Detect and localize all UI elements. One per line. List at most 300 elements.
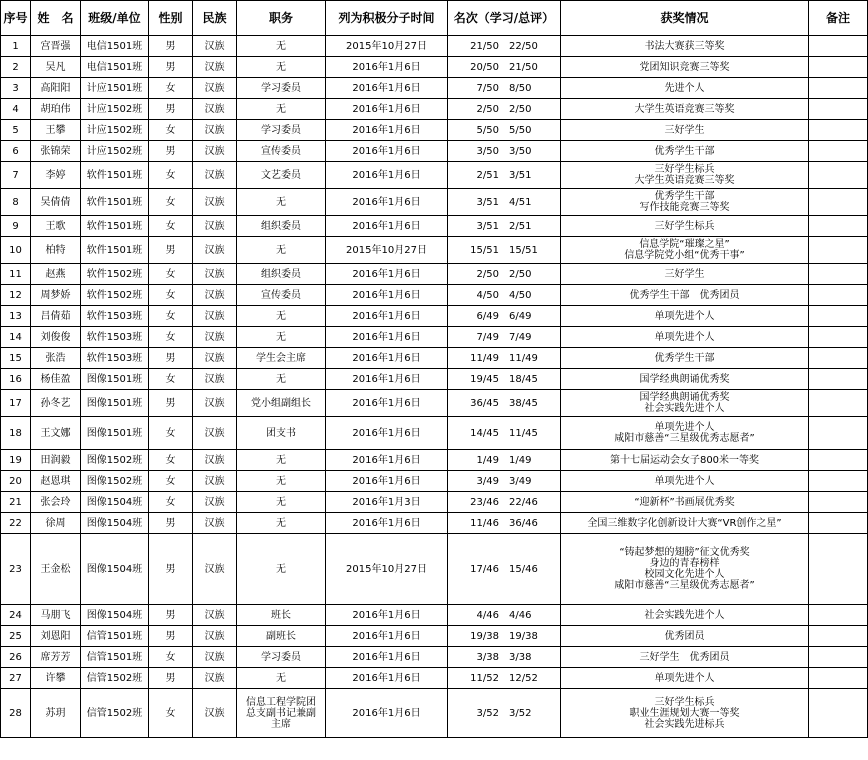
cell-date: 2016年1月6日 bbox=[326, 471, 448, 492]
cell-awards bbox=[561, 513, 809, 534]
table-row bbox=[1, 285, 868, 306]
cell-class: 信管1502班 bbox=[81, 689, 149, 738]
cell-name: 马朋飞 bbox=[31, 605, 81, 626]
cell-name: 许攀 bbox=[31, 668, 81, 689]
cell-note bbox=[809, 626, 868, 647]
cell-ethnicity: 汉族 bbox=[193, 120, 237, 141]
cell-ethnicity: 汉族 bbox=[193, 689, 237, 738]
cell-note bbox=[809, 120, 868, 141]
cell-ethnicity: 汉族 bbox=[193, 189, 237, 216]
cell-post-line: 无 bbox=[276, 672, 286, 684]
cell-no: 22 bbox=[1, 513, 31, 534]
cell-awards-line: 三好学生标兵 bbox=[654, 696, 715, 708]
table-row bbox=[1, 36, 868, 57]
cell-awards-line: 国学经典朗诵优秀奖 bbox=[639, 392, 730, 403]
cell-date: 2016年1月6日 bbox=[326, 327, 448, 348]
cell-no: 15 bbox=[1, 348, 31, 369]
cell-post-line: 副班长 bbox=[266, 630, 296, 642]
cell-awards-line: 优秀团员 bbox=[664, 630, 705, 642]
cell-ethnicity: 汉族 bbox=[193, 285, 237, 306]
cell-class: 图像1504班 bbox=[81, 513, 149, 534]
cell-awards-line: 大学生英语竞赛三等奖 bbox=[634, 103, 735, 115]
cell-note bbox=[809, 390, 868, 417]
header-row bbox=[1, 1, 868, 36]
cell-ethnicity: 汉族 bbox=[193, 369, 237, 390]
cell-post bbox=[237, 78, 326, 99]
cell-awards-line: 社会实践先进个人 bbox=[644, 609, 725, 621]
cell-note bbox=[809, 237, 868, 264]
cell-post bbox=[237, 237, 326, 264]
cell-ethnicity: 汉族 bbox=[193, 450, 237, 471]
table-row bbox=[1, 216, 868, 237]
cell-note bbox=[809, 162, 868, 189]
table-row bbox=[1, 534, 868, 605]
cell-note bbox=[809, 471, 868, 492]
cell-name: 孙冬艺 bbox=[31, 390, 81, 417]
cell-ethnicity: 汉族 bbox=[193, 99, 237, 120]
cell-class: 计应1502班 bbox=[81, 120, 149, 141]
table-row bbox=[1, 306, 868, 327]
cell-class: 软件1503班 bbox=[81, 327, 149, 348]
cell-post-line: 无 bbox=[276, 563, 286, 575]
cell-sex: 女 bbox=[149, 285, 193, 306]
cell-no: 28 bbox=[1, 689, 31, 738]
header-name: 姓 名 bbox=[31, 1, 81, 36]
cell-post-line: 主席 bbox=[271, 718, 291, 730]
cell-awards-line: 三好学生标兵 bbox=[654, 220, 715, 232]
cell-awards-line: 单项先进个人 bbox=[654, 672, 715, 684]
cell-name: 徐周 bbox=[31, 513, 81, 534]
cell-awards bbox=[561, 78, 809, 99]
cell-class: 图像1502班 bbox=[81, 450, 149, 471]
cell-date: 2015年10月27日 bbox=[326, 534, 448, 605]
cell-post bbox=[237, 162, 326, 189]
cell-date: 2016年1月6日 bbox=[326, 605, 448, 626]
cell-name: 赵燕 bbox=[31, 264, 81, 285]
cell-note bbox=[809, 605, 868, 626]
cell-awards-line: 写作技能竞赛三等奖 bbox=[639, 202, 730, 213]
cell-note bbox=[809, 689, 868, 738]
cell-post bbox=[237, 264, 326, 285]
cell-post bbox=[237, 99, 326, 120]
cell-no: 11 bbox=[1, 264, 31, 285]
cell-post-line: 团支书 bbox=[266, 427, 296, 439]
header-sex: 性别 bbox=[149, 1, 193, 36]
cell-name: 李婷 bbox=[31, 162, 81, 189]
cell-date: 2016年1月6日 bbox=[326, 668, 448, 689]
cell-no: 1 bbox=[1, 36, 31, 57]
cell-post bbox=[237, 285, 326, 306]
cell-awards-line: 先进个人 bbox=[664, 82, 705, 94]
cell-awards-line: 三好学生 优秀团员 bbox=[639, 651, 730, 663]
table-body bbox=[1, 36, 868, 738]
cell-name: 张锦荣 bbox=[31, 141, 81, 162]
cell-sex: 女 bbox=[149, 264, 193, 285]
cell-ethnicity: 汉族 bbox=[193, 237, 237, 264]
cell-sex: 女 bbox=[149, 471, 193, 492]
cell-date: 2015年10月27日 bbox=[326, 237, 448, 264]
cell-date: 2016年1月6日 bbox=[326, 216, 448, 237]
cell-ethnicity: 汉族 bbox=[193, 141, 237, 162]
cell-sex: 女 bbox=[149, 689, 193, 738]
cell-note bbox=[809, 327, 868, 348]
cell-class: 图像1502班 bbox=[81, 471, 149, 492]
cell-name: 杨佳盈 bbox=[31, 369, 81, 390]
cell-awards-line: 优秀学生干部 bbox=[654, 191, 715, 202]
header-note: 备注 bbox=[809, 1, 868, 36]
cell-post bbox=[237, 513, 326, 534]
cell-awards bbox=[561, 450, 809, 471]
table-row bbox=[1, 327, 868, 348]
cell-sex: 男 bbox=[149, 57, 193, 78]
cell-rank: 6/49 6/49 bbox=[448, 306, 561, 327]
cell-no: 9 bbox=[1, 216, 31, 237]
cell-sex: 女 bbox=[149, 647, 193, 668]
cell-no: 21 bbox=[1, 492, 31, 513]
table-row bbox=[1, 450, 868, 471]
header-post: 职务 bbox=[237, 1, 326, 36]
cell-sex: 女 bbox=[149, 216, 193, 237]
table-row bbox=[1, 369, 868, 390]
header-rank: 名次（学习/总评） bbox=[448, 1, 561, 36]
cell-rank: 3/52 3/52 bbox=[448, 689, 561, 738]
cell-awards-line: 书法大赛获三等奖 bbox=[644, 40, 725, 52]
cell-sex: 女 bbox=[149, 450, 193, 471]
cell-post bbox=[237, 390, 326, 417]
cell-ethnicity: 汉族 bbox=[193, 417, 237, 450]
header-ethnicity: 民族 bbox=[193, 1, 237, 36]
cell-date: 2016年1月6日 bbox=[326, 417, 448, 450]
cell-awards-line: 职业生涯规划大赛一等奖 bbox=[629, 707, 740, 719]
cell-rank: 3/51 2/51 bbox=[448, 216, 561, 237]
cell-post-line: 宣传委员 bbox=[261, 145, 301, 157]
cell-awards-line: 咸阳市慈善“三星级优秀志愿者” bbox=[614, 580, 755, 591]
cell-awards bbox=[561, 605, 809, 626]
cell-ethnicity: 汉族 bbox=[193, 626, 237, 647]
cell-awards-line: 校园文化先进个人 bbox=[644, 569, 725, 580]
cell-class: 电信1501班 bbox=[81, 57, 149, 78]
cell-date: 2016年1月6日 bbox=[326, 78, 448, 99]
cell-awards bbox=[561, 141, 809, 162]
table-row bbox=[1, 492, 868, 513]
cell-sex: 女 bbox=[149, 162, 193, 189]
cell-post bbox=[237, 689, 326, 738]
cell-awards bbox=[561, 237, 809, 264]
cell-date: 2016年1月6日 bbox=[326, 162, 448, 189]
cell-note bbox=[809, 647, 868, 668]
cell-no: 26 bbox=[1, 647, 31, 668]
header-class: 班级/单位 bbox=[81, 1, 149, 36]
cell-sex: 男 bbox=[149, 534, 193, 605]
cell-awards-line: 单项先进个人 bbox=[654, 422, 715, 433]
cell-post bbox=[237, 605, 326, 626]
cell-sex: 女 bbox=[149, 306, 193, 327]
cell-post-line: 信息工程学院团 bbox=[246, 696, 316, 708]
cell-date: 2016年1月6日 bbox=[326, 120, 448, 141]
cell-no: 3 bbox=[1, 78, 31, 99]
cell-rank: 19/45 18/45 bbox=[448, 369, 561, 390]
cell-note bbox=[809, 285, 868, 306]
cell-date: 2015年10月27日 bbox=[326, 36, 448, 57]
cell-class: 软件1503班 bbox=[81, 348, 149, 369]
cell-post bbox=[237, 36, 326, 57]
cell-sex: 男 bbox=[149, 348, 193, 369]
cell-no: 6 bbox=[1, 141, 31, 162]
cell-class: 电信1501班 bbox=[81, 36, 149, 57]
cell-post-line: 无 bbox=[276, 454, 286, 466]
cell-rank: 17/46 15/46 bbox=[448, 534, 561, 605]
cell-awards-line: 社会实践先进标兵 bbox=[644, 718, 725, 730]
cell-awards bbox=[561, 162, 809, 189]
cell-no: 8 bbox=[1, 189, 31, 216]
cell-name: 柏特 bbox=[31, 237, 81, 264]
cell-awards-line: 三好学生标兵 bbox=[654, 164, 715, 175]
cell-note bbox=[809, 492, 868, 513]
cell-awards-line: 优秀学生干部 优秀团员 bbox=[629, 289, 740, 301]
cell-name: 吕倩茹 bbox=[31, 306, 81, 327]
table-row bbox=[1, 689, 868, 738]
cell-class: 软件1501班 bbox=[81, 189, 149, 216]
cell-awards-line: 身边的青春榜样 bbox=[649, 558, 720, 569]
cell-ethnicity: 汉族 bbox=[193, 492, 237, 513]
cell-sex: 男 bbox=[149, 141, 193, 162]
cell-rank: 4/50 4/50 bbox=[448, 285, 561, 306]
table-row bbox=[1, 668, 868, 689]
table-row bbox=[1, 141, 868, 162]
cell-post-line: 学生会主席 bbox=[256, 352, 306, 364]
cell-rank: 1/49 1/49 bbox=[448, 450, 561, 471]
cell-ethnicity: 汉族 bbox=[193, 668, 237, 689]
cell-name: 胡珀伟 bbox=[31, 99, 81, 120]
cell-ethnicity: 汉族 bbox=[193, 348, 237, 369]
cell-awards bbox=[561, 216, 809, 237]
cell-sex: 女 bbox=[149, 78, 193, 99]
cell-post bbox=[237, 647, 326, 668]
cell-no: 5 bbox=[1, 120, 31, 141]
cell-ethnicity: 汉族 bbox=[193, 36, 237, 57]
table-row bbox=[1, 417, 868, 450]
cell-no: 17 bbox=[1, 390, 31, 417]
cell-no: 16 bbox=[1, 369, 31, 390]
cell-awards-line: “铸起梦想的翅膀”征文优秀奖 bbox=[619, 547, 750, 558]
cell-awards bbox=[561, 689, 809, 738]
cell-rank: 11/46 36/46 bbox=[448, 513, 561, 534]
cell-rank: 3/38 3/38 bbox=[448, 647, 561, 668]
cell-no: 14 bbox=[1, 327, 31, 348]
header-date: 列为积极分子时间 bbox=[326, 1, 448, 36]
cell-rank: 20/50 21/50 bbox=[448, 57, 561, 78]
cell-post bbox=[237, 417, 326, 450]
cell-rank: 21/50 22/50 bbox=[448, 36, 561, 57]
cell-class: 软件1502班 bbox=[81, 285, 149, 306]
cell-ethnicity: 汉族 bbox=[193, 605, 237, 626]
cell-class: 信管1501班 bbox=[81, 626, 149, 647]
cell-no: 7 bbox=[1, 162, 31, 189]
cell-name: 吴凡 bbox=[31, 57, 81, 78]
cell-class: 软件1501班 bbox=[81, 162, 149, 189]
cell-post bbox=[237, 668, 326, 689]
cell-awards-line: 单项先进个人 bbox=[654, 331, 715, 343]
header-no: 序号 bbox=[1, 1, 31, 36]
cell-rank: 7/50 8/50 bbox=[448, 78, 561, 99]
cell-ethnicity: 汉族 bbox=[193, 216, 237, 237]
cell-post-line: 班长 bbox=[271, 609, 291, 621]
cell-rank: 5/50 5/50 bbox=[448, 120, 561, 141]
cell-sex: 男 bbox=[149, 237, 193, 264]
cell-ethnicity: 汉族 bbox=[193, 264, 237, 285]
cell-date: 2016年1月6日 bbox=[326, 57, 448, 78]
cell-post-line: 无 bbox=[276, 310, 286, 322]
cell-post-line: 无 bbox=[276, 244, 286, 256]
cell-date: 2016年1月6日 bbox=[326, 513, 448, 534]
cell-rank: 36/45 38/45 bbox=[448, 390, 561, 417]
cell-name: 刘俊俊 bbox=[31, 327, 81, 348]
cell-post-line: 无 bbox=[276, 103, 286, 115]
cell-date: 2016年1月6日 bbox=[326, 285, 448, 306]
cell-awards bbox=[561, 492, 809, 513]
cell-name: 高阳阳 bbox=[31, 78, 81, 99]
cell-date: 2016年1月6日 bbox=[326, 348, 448, 369]
cell-post-line: 党小组副组长 bbox=[251, 397, 311, 409]
cell-awards-line: 信息学院党小组“优秀干事” bbox=[624, 250, 745, 261]
cell-no: 20 bbox=[1, 471, 31, 492]
table-row bbox=[1, 120, 868, 141]
cell-post-line: 无 bbox=[276, 475, 286, 487]
cell-awards-line: 第十七届运动会女子800米一等奖 bbox=[609, 454, 760, 466]
cell-date: 2016年1月6日 bbox=[326, 141, 448, 162]
cell-awards-line: 咸阳市慈善“三星级优秀志愿者” bbox=[614, 433, 755, 444]
cell-awards bbox=[561, 390, 809, 417]
table-row bbox=[1, 237, 868, 264]
cell-sex: 女 bbox=[149, 327, 193, 348]
cell-name: 周梦娇 bbox=[31, 285, 81, 306]
cell-post bbox=[237, 369, 326, 390]
cell-rank: 2/50 2/50 bbox=[448, 264, 561, 285]
cell-sex: 女 bbox=[149, 369, 193, 390]
cell-class: 计应1502班 bbox=[81, 99, 149, 120]
cell-class: 图像1501班 bbox=[81, 390, 149, 417]
cell-awards bbox=[561, 285, 809, 306]
cell-note bbox=[809, 78, 868, 99]
cell-post-line: 无 bbox=[276, 61, 286, 73]
cell-awards bbox=[561, 327, 809, 348]
cell-class: 图像1504班 bbox=[81, 534, 149, 605]
cell-date: 2016年1月6日 bbox=[326, 647, 448, 668]
cell-sex: 男 bbox=[149, 99, 193, 120]
table-row bbox=[1, 605, 868, 626]
table-row bbox=[1, 57, 868, 78]
cell-awards bbox=[561, 36, 809, 57]
cell-post-line: 宣传委员 bbox=[261, 289, 301, 301]
cell-date: 2016年1月6日 bbox=[326, 306, 448, 327]
cell-no: 25 bbox=[1, 626, 31, 647]
cell-post-line: 无 bbox=[276, 517, 286, 529]
cell-awards-line: 全国三维数字化创新设计大赛“VR创作之星” bbox=[587, 517, 782, 529]
cell-note bbox=[809, 99, 868, 120]
cell-awards bbox=[561, 534, 809, 605]
cell-note bbox=[809, 36, 868, 57]
cell-date: 2016年1月6日 bbox=[326, 189, 448, 216]
cell-no: 4 bbox=[1, 99, 31, 120]
cell-post-line: 学习委员 bbox=[261, 124, 301, 136]
cell-awards bbox=[561, 668, 809, 689]
cell-rank: 3/51 4/51 bbox=[448, 189, 561, 216]
cell-awards-line: 优秀学生干部 bbox=[654, 145, 715, 157]
cell-note bbox=[809, 348, 868, 369]
cell-awards bbox=[561, 189, 809, 216]
cell-note bbox=[809, 141, 868, 162]
table-row bbox=[1, 626, 868, 647]
table-row bbox=[1, 264, 868, 285]
cell-no: 12 bbox=[1, 285, 31, 306]
cell-no: 2 bbox=[1, 57, 31, 78]
cell-awards-line: 国学经典朗诵优秀奖 bbox=[639, 373, 730, 385]
cell-name: 宫晋强 bbox=[31, 36, 81, 57]
cell-rank: 11/49 11/49 bbox=[448, 348, 561, 369]
cell-no: 10 bbox=[1, 237, 31, 264]
cell-awards-line: 优秀学生干部 bbox=[654, 352, 715, 364]
cell-ethnicity: 汉族 bbox=[193, 471, 237, 492]
cell-awards bbox=[561, 99, 809, 120]
cell-note bbox=[809, 189, 868, 216]
cell-awards-line: 党团知识竞赛三等奖 bbox=[639, 61, 730, 73]
cell-name: 王歌 bbox=[31, 216, 81, 237]
cell-sex: 男 bbox=[149, 605, 193, 626]
cell-post bbox=[237, 450, 326, 471]
cell-sex: 女 bbox=[149, 492, 193, 513]
cell-no: 13 bbox=[1, 306, 31, 327]
cell-name: 席芳芳 bbox=[31, 647, 81, 668]
cell-note bbox=[809, 450, 868, 471]
cell-awards bbox=[561, 471, 809, 492]
cell-post-line: 无 bbox=[276, 40, 286, 52]
cell-rank: 3/49 3/49 bbox=[448, 471, 561, 492]
cell-post bbox=[237, 348, 326, 369]
table-row bbox=[1, 471, 868, 492]
cell-post-line: 总支副书记兼副 bbox=[246, 707, 316, 719]
cell-post bbox=[237, 141, 326, 162]
cell-post bbox=[237, 626, 326, 647]
cell-rank: 15/51 15/51 bbox=[448, 237, 561, 264]
cell-rank: 14/45 11/45 bbox=[448, 417, 561, 450]
cell-note bbox=[809, 216, 868, 237]
cell-name: 张会玲 bbox=[31, 492, 81, 513]
cell-sex: 男 bbox=[149, 668, 193, 689]
cell-note bbox=[809, 264, 868, 285]
cell-post bbox=[237, 327, 326, 348]
cell-class: 计应1501班 bbox=[81, 78, 149, 99]
cell-post-line: 组织委员 bbox=[261, 268, 301, 280]
cell-class: 图像1504班 bbox=[81, 605, 149, 626]
cell-name: 赵恩琪 bbox=[31, 471, 81, 492]
cell-awards bbox=[561, 369, 809, 390]
table-row bbox=[1, 647, 868, 668]
cell-post-line: 无 bbox=[276, 196, 286, 208]
cell-ethnicity: 汉族 bbox=[193, 647, 237, 668]
table-row bbox=[1, 390, 868, 417]
cell-awards bbox=[561, 120, 809, 141]
cell-ethnicity: 汉族 bbox=[193, 57, 237, 78]
cell-class: 图像1504班 bbox=[81, 492, 149, 513]
cell-class: 软件1501班 bbox=[81, 216, 149, 237]
cell-post-line: 学习委员 bbox=[261, 82, 301, 94]
cell-class: 软件1502班 bbox=[81, 264, 149, 285]
cell-ethnicity: 汉族 bbox=[193, 534, 237, 605]
cell-name: 王文娜 bbox=[31, 417, 81, 450]
cell-awards bbox=[561, 348, 809, 369]
cell-post-line: 学习委员 bbox=[261, 651, 301, 663]
cell-date: 2016年1月6日 bbox=[326, 264, 448, 285]
